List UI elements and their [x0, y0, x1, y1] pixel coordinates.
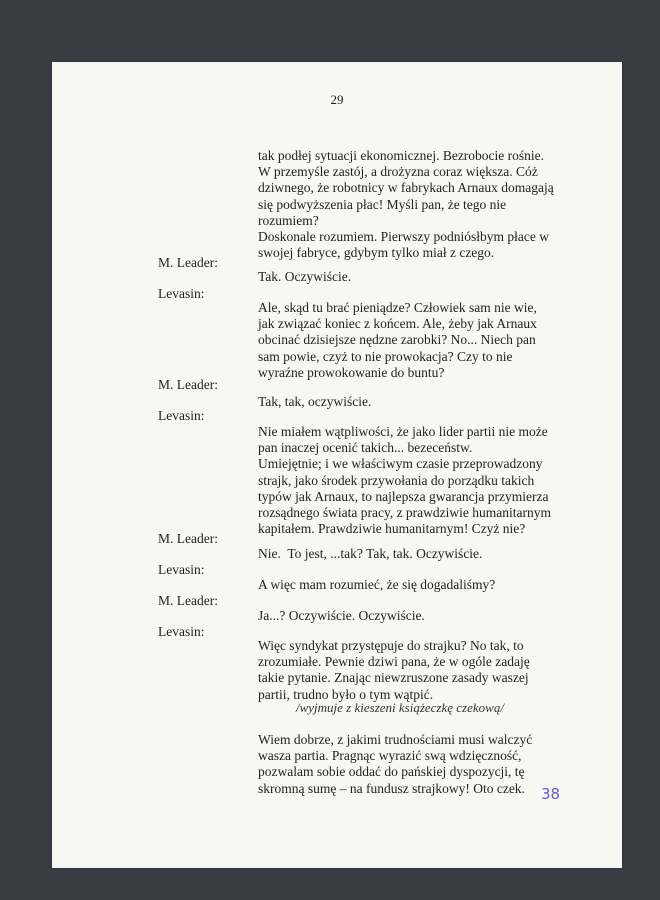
dialogue-text: Nie miałem wątpliwości, że jako lider partii nie może pan inaczej ocenić takich... bezeceństw. Umiejętnie; i we właściwym czasie przeprowadzony strajk, jako środek przywołania do porządku takich typów jak Arnaux, to najlepsza gwarancja przymierza rozsądnego świata pracy, z prawdziwie humanitarnym kapitałem. Prawdziwie humanitarnym! Czyż nie?	[258, 424, 552, 537]
speaker-label: M. Leader:	[158, 593, 218, 608]
dialogue-text: Tak, tak, oczywiście.	[258, 394, 372, 409]
speaker-label: M. Leader:	[158, 531, 218, 546]
speaker-label: Levasin:	[158, 286, 205, 301]
speaker-label: Levasin:	[158, 562, 205, 577]
speaker-label: Levasin:	[158, 624, 205, 639]
document-page	[52, 62, 622, 868]
page-number: 29	[330, 92, 344, 107]
dialogue-text: Więc syndykat przystępuje do strajku? No tak, to zrozumiałe. Pewnie dziwi pana, że w ogóle zadaję takie pytanie. Znając niewzruszone zasady waszej partii, trudno było o tym wątpić.	[258, 638, 530, 702]
dialogue-text: Ale, skąd tu brać pieniądze? Człowiek sam nie wie, jak związać koniec z końcem. Ale, żeby jak Arnaux obcinać dzisiejsze nędzne zarobki? No... Niech pan sam powie, czyż to nie prowokacja? Czy to nie wyraźne prowokowanie do buntu?	[258, 300, 537, 380]
dialogue-text: Tak. Oczywiście.	[258, 269, 352, 284]
speaker-label: Levasin:	[158, 408, 205, 423]
dialogue-text: Wiem dobrze, z jakimi trudnościami musi walczyć wasza partia. Pragnąc wyrazić swą wdzięczność, pozwalam sobie oddać do pańskiej dyspozycji, tę skromną sumę – na fundusz strajkowy! Oto czek.	[258, 732, 533, 796]
speaker-label: M. Leader:	[158, 255, 218, 270]
dialogue-text: Nie. To jest, ...tak? Tak, tak. Oczywiście.	[258, 546, 483, 561]
dialogue-text: A więc mam rozumieć, że się dogadaliśmy?	[258, 577, 496, 592]
dialogue-text: Ja...? Oczywiście. Oczywiście.	[258, 608, 425, 623]
speaker-label: M. Leader:	[158, 377, 218, 392]
stage-direction: /wyjmuje z kieszeni książeczkę czekową/	[296, 700, 504, 715]
dialogue-text: tak podłej sytuacji ekonomicznej. Bezrobocie rośnie. W przemyśle zastój, a drożyzna coraz większa. Cóż dziwnego, że robotnicy w fabrykach Arnaux domagają się podwyższenia płac! Myśli pan, że tego nie rozumiem? Doskonale rozumiem. Pierwszy podniósłbym płace w swojej fabryce, gdybym tylko miał z czego.	[258, 148, 554, 261]
archive-page-number: 38	[541, 785, 561, 803]
